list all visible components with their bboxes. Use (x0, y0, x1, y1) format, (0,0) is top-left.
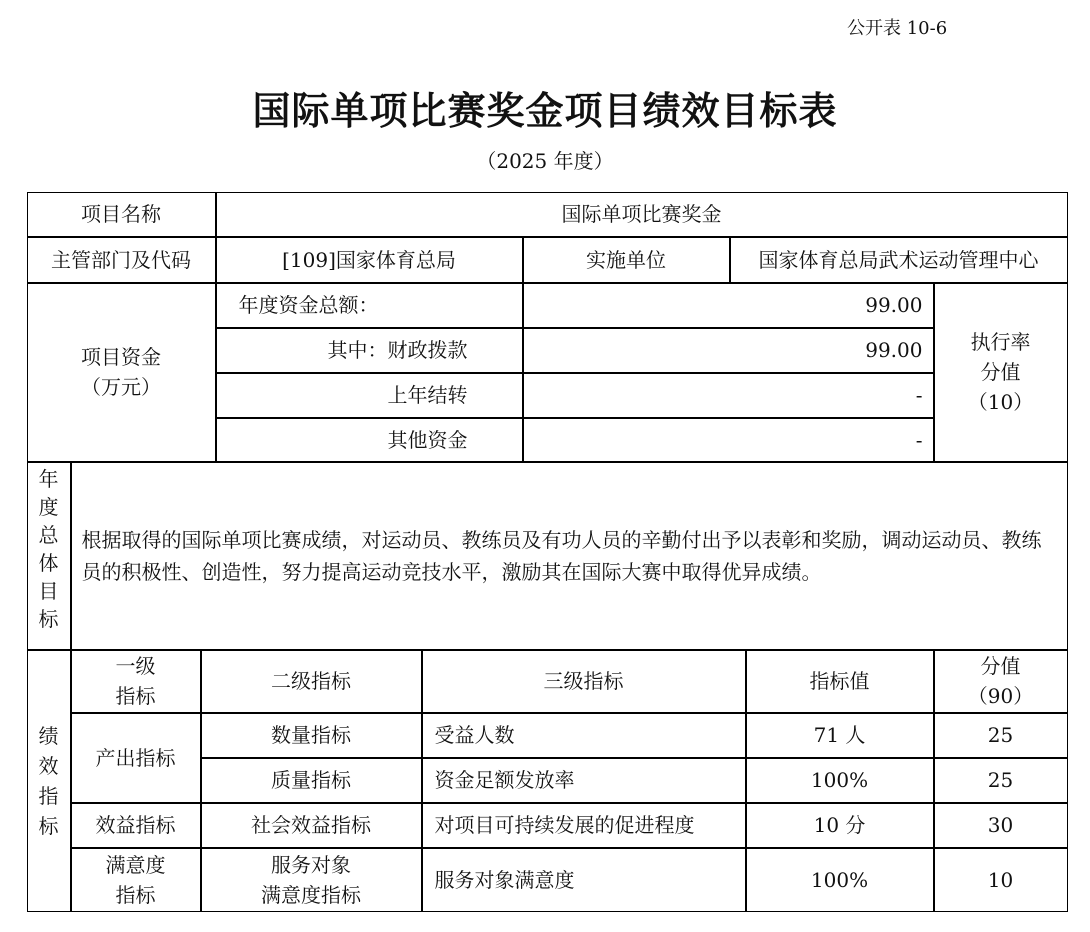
department-label: 主管部门及代码 (27, 237, 216, 283)
annual-goal-text: 根据取得的国际单项比赛成绩，对运动员、教练员及有功人员的辛勤付出予以表彰和奖励，调动运动员、教练员的积极性、创造性，努力提高运动竞技水平，激励其在国际大赛中取得优异成绩。 (71, 462, 1068, 650)
department-value: [109]国家体育总局 (216, 237, 523, 283)
project-name-label: 项目名称 (27, 192, 216, 237)
benefit-indicator-label: 效益指标 (71, 803, 201, 848)
execution-rate-label: 执行率 (970, 330, 1031, 354)
level2-line1: 服务对象 (271, 852, 351, 877)
goal-label-char: 目 (38, 578, 59, 603)
project-funds-label-unit: （万元） (81, 375, 161, 399)
implementing-unit-label: 实施单位 (523, 237, 730, 283)
table-row-level3: 受益人数 (422, 713, 746, 758)
other-funds-value: - (523, 418, 934, 462)
project-funds-label-line1: 项目资金 (81, 345, 161, 369)
table-row-score: 25 (934, 758, 1068, 803)
table-row-level2: 社会效益指标 (201, 803, 422, 848)
fiscal-appropriation-value: 99.00 (523, 328, 934, 373)
indicator-label-char: 绩 (38, 723, 59, 748)
fiscal-year: （2025 年度） (476, 149, 614, 173)
table-row-value: 100% (746, 758, 934, 803)
table-row-score: 10 (934, 848, 1068, 912)
header-score-line1: 分值 (980, 654, 1021, 678)
score-value: （10） (967, 390, 1034, 414)
table-row-level2: 数量指标 (201, 713, 422, 758)
header-level1-line1: 一级 (115, 654, 156, 678)
satisfaction-indicator-label (71, 848, 201, 912)
performance-table (27, 192, 1068, 912)
table-row-level3: 服务对象满意度 (422, 848, 746, 912)
level2-line2: 满意度指标 (261, 882, 361, 907)
execution-rate-score (934, 283, 1068, 462)
indicator-label-char: 标 (38, 813, 59, 838)
indicator-label-char: 指 (38, 783, 59, 808)
header-level2: 二级指标 (201, 650, 422, 713)
other-funds-label: 其他资金 (216, 418, 523, 462)
satisfaction-label-line1: 满意度 (105, 852, 166, 877)
header-score-line2: （90） (967, 684, 1034, 708)
goal-label-char: 度 (38, 494, 59, 519)
page-title: 国际单项比赛奖金项目绩效目标表 (252, 89, 838, 133)
table-row-score: 30 (934, 803, 1068, 848)
table-row-level2 (201, 848, 422, 912)
header-value: 指标值 (746, 650, 934, 713)
project-funds-label (27, 283, 216, 462)
header-level1-line2: 指标 (115, 684, 156, 708)
output-indicator-label: 产出指标 (71, 713, 201, 803)
table-row-level2: 质量指标 (201, 758, 422, 803)
indicator-label-char: 效 (38, 753, 59, 778)
goal-label-char: 体 (38, 550, 59, 575)
annual-total-label: 年度资金总额： (216, 283, 523, 328)
carryover-value: - (523, 373, 934, 418)
header-score (934, 650, 1068, 713)
table-row-value: 100% (746, 848, 934, 912)
performance-indicators-label (27, 650, 71, 912)
goal-label-char: 年 (38, 466, 59, 491)
table-row-value: 10 分 (746, 803, 934, 848)
goal-label-char: 总 (38, 522, 59, 547)
satisfaction-label-line2: 指标 (115, 882, 156, 907)
implementing-unit-value: 国家体育总局武术运动管理中心 (730, 237, 1068, 283)
goal-label-char: 标 (38, 606, 59, 631)
table-row-level3: 对项目可持续发展的促进程度 (422, 803, 746, 848)
table-row-score: 25 (934, 713, 1068, 758)
document-code: 公开表 10-6 (847, 18, 948, 39)
header-level1 (71, 650, 201, 713)
fiscal-appropriation-label: 其中：财政拨款 (216, 328, 523, 373)
project-name-value: 国际单项比赛奖金 (216, 192, 1068, 237)
score-label: 分值 (980, 360, 1021, 384)
carryover-label: 上年结转 (216, 373, 523, 418)
table-row-level3: 资金足额发放率 (422, 758, 746, 803)
header-level3: 三级指标 (422, 650, 746, 713)
table-row-value: 71 人 (746, 713, 934, 758)
annual-goal-label (27, 462, 71, 650)
annual-total-value: 99.00 (523, 283, 934, 328)
